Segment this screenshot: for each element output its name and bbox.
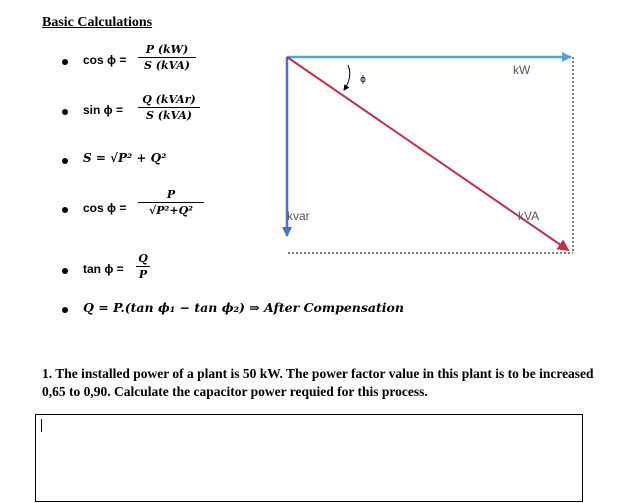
tan-phi-numerator: Q <box>138 252 148 265</box>
tan-phi-fraction <box>136 252 150 281</box>
cos-phi-numerator: P (kW) <box>145 43 189 56</box>
sin-phi-lhs: sin ϕ = <box>83 103 124 117</box>
power-triangle-diagram <box>270 40 590 270</box>
compensation-formula: Q = P.(tan ϕ₁ − tan ϕ₂) ⇒ After Compensation <box>83 300 404 315</box>
cos-phi-2-numerator: P <box>166 188 176 201</box>
question-text: 1. The installed power of a plant is 50 kW. The power factor value in this plant is to be increased 0,65 to 0,90. Calculate the capacitor power requied for this process. <box>42 366 594 399</box>
bullet <box>62 158 68 164</box>
phi-angle-arc <box>344 65 350 90</box>
cos-phi-2-lhs: cos ϕ = <box>83 201 127 215</box>
bullet <box>62 59 68 65</box>
cos-phi-lhs: cos ϕ = <box>83 53 127 67</box>
phi-label: ϕ <box>360 75 366 85</box>
answer-input-box[interactable] <box>35 414 583 502</box>
kva-label: kVA <box>518 209 540 223</box>
tan-phi-denominator: P <box>138 268 148 281</box>
apparent-power-formula: S = √P² + Q² <box>83 151 167 165</box>
bullet <box>62 268 68 274</box>
cos-phi-2-fraction <box>138 188 204 217</box>
kw-label: kW <box>513 63 531 77</box>
bullet <box>62 109 68 115</box>
sin-phi-denominator: S (kVA) <box>145 109 193 122</box>
text-cursor <box>41 419 42 432</box>
cos-phi-2-denominator: √P²+Q² <box>149 204 193 217</box>
cos-phi-fraction <box>138 43 196 72</box>
cos-phi-denominator: S (kVA) <box>143 59 191 72</box>
sin-phi-fraction <box>138 93 200 122</box>
tan-phi-lhs: tan ϕ = <box>83 262 124 276</box>
kvar-label: kvar <box>287 209 310 223</box>
sin-phi-numerator: Q (kVAr) <box>142 93 196 106</box>
bullet <box>62 207 68 213</box>
page-heading: Basic Calculations <box>42 15 153 30</box>
bullet <box>62 307 68 313</box>
